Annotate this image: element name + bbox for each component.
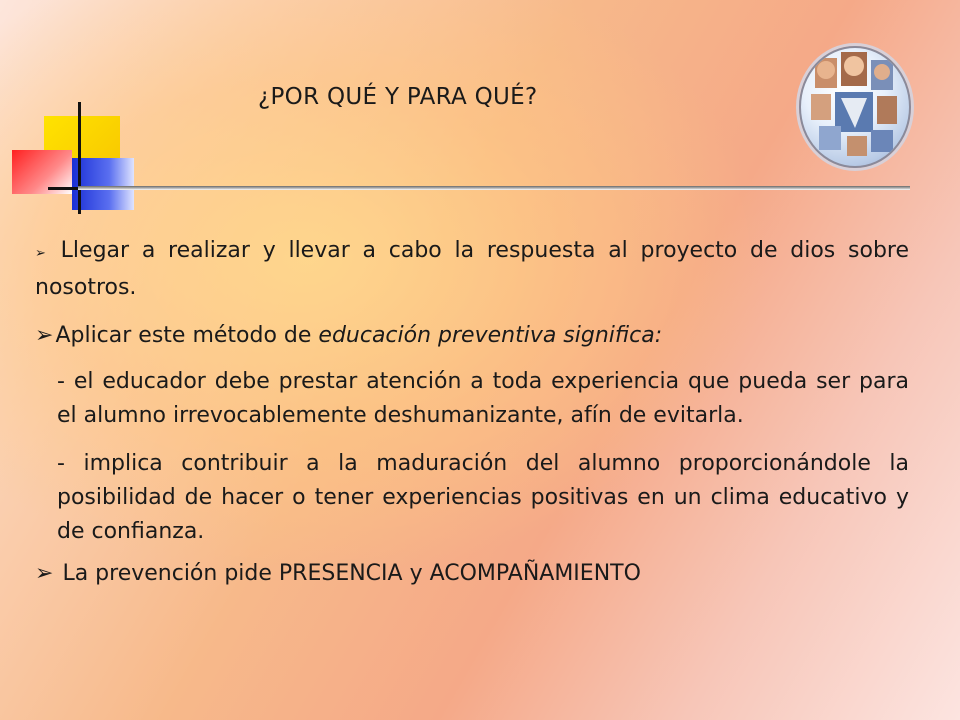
arrow-bullet-icon: ➢	[35, 323, 54, 348]
arrow-bullet-icon: ➢	[35, 246, 46, 261]
list-item	[35, 557, 909, 591]
sub-item	[35, 447, 909, 549]
item-text: Llegar a realizar y llevar a cabo la respuesta al proyecto de dios sobre nosotros.	[35, 238, 910, 300]
item-text: Aplicar este método de	[55, 323, 319, 348]
slide-content	[35, 234, 909, 591]
item-text: - implica contribuir a la maduración del alumno proporcionándole la posibilidad de hacer o tener experiencias positivas en un clima educativo y de confianza.	[57, 451, 909, 544]
slide-title: ¿POR QUÉ Y PARA QUÉ?	[258, 84, 538, 110]
children-photo-collage-logo	[799, 46, 911, 168]
blue-square	[72, 158, 134, 210]
title-divider	[78, 186, 910, 190]
sub-item	[35, 365, 909, 433]
item-text: La prevención pide PRESENCIA y ACOMPAÑAMIENTO	[62, 561, 641, 586]
list-item	[35, 234, 909, 305]
item-text: - el educador debe prestar atención a toda experiencia que pueda ser para el alumno irrevocablemente deshumanizante, afín de evitarla.	[57, 369, 909, 428]
list-item	[35, 319, 909, 353]
vertical-line	[78, 102, 81, 214]
arrow-bullet-icon: ➢	[35, 561, 54, 586]
item-emphasis: educación preventiva significa:	[318, 323, 663, 348]
